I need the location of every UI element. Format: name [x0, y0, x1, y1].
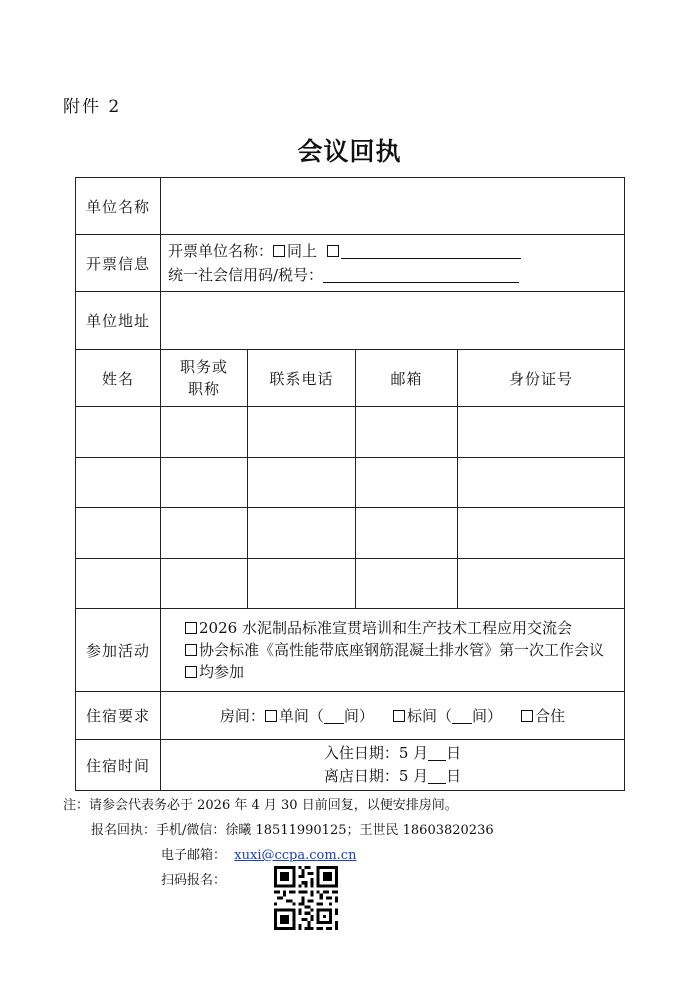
table-cell[interactable] [161, 508, 248, 559]
column-position-line1: 职务或 [179, 358, 228, 376]
accommodation-label: 住宿要求 [76, 692, 161, 740]
accommodation-cell [161, 692, 625, 740]
table-cell[interactable] [458, 559, 625, 609]
invoice-unit-name-label: 开票单位名称： [168, 242, 274, 260]
checkin-date: 入住日期：5 月 日 [323, 744, 462, 762]
single-room-checkbox[interactable] [265, 710, 277, 722]
column-position [161, 350, 248, 407]
standard-room-label: 标间（ [407, 707, 453, 725]
single-room-count[interactable] [324, 707, 344, 724]
table-row [76, 508, 625, 559]
table-cell[interactable] [356, 559, 458, 609]
activity-checkbox[interactable] [185, 666, 197, 678]
email-label: 电子邮箱： [161, 848, 227, 863]
standard-room-count[interactable] [452, 707, 472, 724]
single-room-label: 单间（ [278, 707, 324, 725]
contact-note: 报名回执：手机/微信：徐曦 18511990125；王世民 18603820236 [91, 823, 494, 838]
activities-label: 参加活动 [76, 609, 161, 692]
reply-deadline-note: 注：请参会代表务必于 2026 年 4 月 30 日前回复，以便安排房间。 [63, 798, 458, 813]
column-id-number: 身份证号 [458, 350, 625, 407]
table-cell[interactable] [248, 458, 356, 508]
table-cell[interactable] [458, 407, 625, 458]
table-cell[interactable] [161, 559, 248, 609]
shared-room-checkbox[interactable] [521, 710, 533, 722]
same-checkbox[interactable] [273, 245, 285, 257]
table-cell[interactable] [248, 559, 356, 609]
invoice-unit-name-input[interactable] [341, 242, 521, 259]
tax-id-input[interactable] [323, 266, 519, 283]
table-cell[interactable] [458, 508, 625, 559]
single-room-unit: 间） [343, 707, 374, 725]
invoice-label: 开票信息 [76, 235, 161, 292]
table-cell[interactable] [76, 407, 161, 458]
custom-checkbox[interactable] [327, 245, 339, 257]
stay-time-cell [161, 740, 625, 791]
activities-cell [161, 609, 625, 692]
address-field[interactable] [161, 292, 625, 350]
activity-checkbox[interactable] [185, 644, 197, 656]
checkout-date: 离店日期：5 月 日 [323, 767, 462, 785]
table-row [76, 559, 625, 609]
activity-option[interactable]: 2026 水泥制品标准宣贯培训和生产技术工程应用交流会 [161, 617, 624, 639]
checkin-day-input[interactable] [428, 744, 446, 761]
registration-qr-code [274, 866, 338, 930]
checkout-day-input[interactable] [428, 767, 446, 784]
standard-room-checkbox[interactable] [393, 710, 405, 722]
same-option-label: 同上 [287, 242, 318, 260]
table-cell[interactable] [76, 508, 161, 559]
table-cell[interactable] [248, 508, 356, 559]
address-label: 单位地址 [76, 292, 161, 350]
column-position-line2: 职称 [187, 380, 220, 398]
shared-room-label: 合住 [535, 707, 566, 725]
table-row [76, 407, 625, 458]
attachment-label: 附件 2 [63, 97, 122, 117]
table-cell[interactable] [356, 458, 458, 508]
table-cell[interactable] [356, 508, 458, 559]
unit-name-field[interactable] [161, 178, 625, 235]
email-row [63, 843, 494, 868]
column-email: 邮箱 [356, 350, 458, 407]
stay-time-label: 住宿时间 [76, 740, 161, 791]
table-cell[interactable] [76, 458, 161, 508]
column-name: 姓名 [76, 350, 161, 407]
registration-form [75, 177, 625, 791]
table-row [76, 458, 625, 508]
email-link[interactable]: xuxi@ccpa.com.cn [234, 848, 357, 863]
table-cell[interactable] [161, 407, 248, 458]
activity-checkbox[interactable] [185, 622, 197, 634]
column-phone: 联系电话 [248, 350, 356, 407]
table-cell[interactable] [161, 458, 248, 508]
table-cell[interactable] [248, 407, 356, 458]
room-label: 房间： [219, 707, 265, 725]
standard-room-unit: 间） [472, 707, 503, 725]
tax-id-label: 统一社会信用码/税号： [168, 266, 324, 284]
activity-option[interactable]: 协会标准《高性能带底座钢筋混凝土排水管》第一次工作会议 [161, 639, 624, 661]
unit-name-label: 单位名称 [76, 178, 161, 235]
scan-label: 扫码报名： [161, 873, 227, 888]
activity-option[interactable]: 均参加 [161, 661, 624, 683]
table-cell[interactable] [76, 559, 161, 609]
page-title: 会议回执 [297, 137, 402, 166]
invoice-cell [161, 235, 625, 292]
table-cell[interactable] [458, 458, 625, 508]
table-cell[interactable] [356, 407, 458, 458]
